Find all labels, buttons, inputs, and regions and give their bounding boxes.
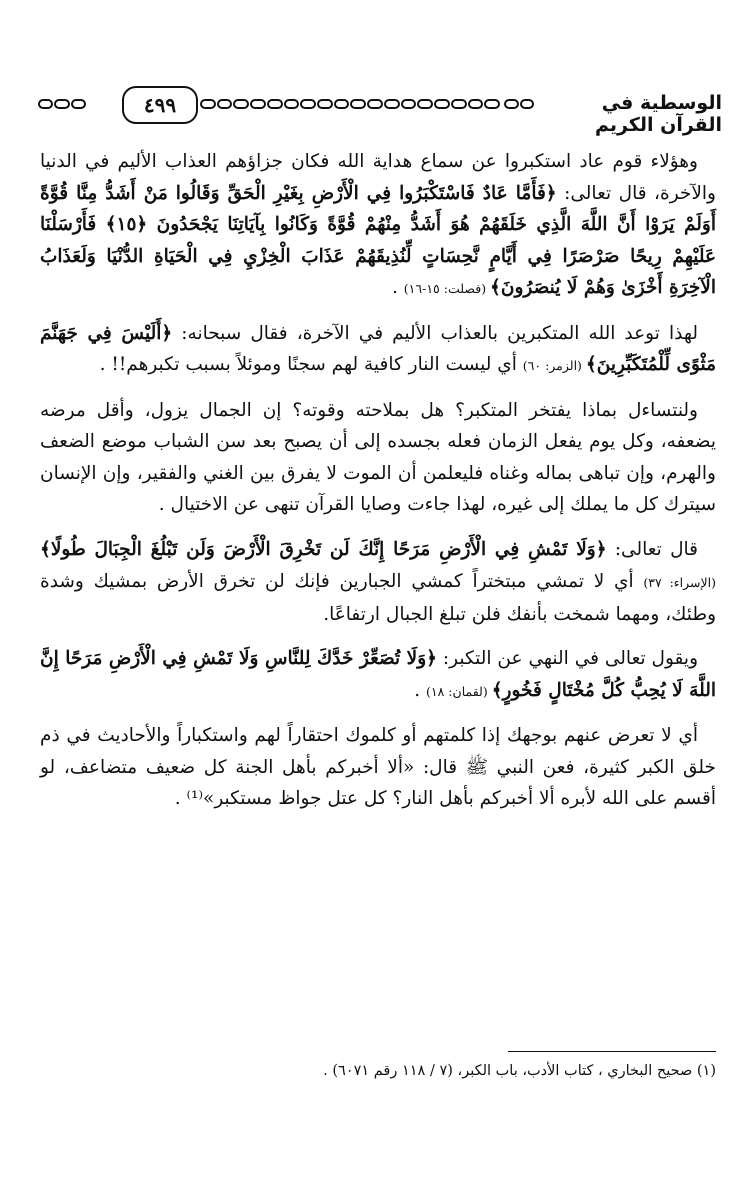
- text: لهذا توعد الله المتكبرين بالعذاب الأليم في الآخرة، فقال سبحانه:: [172, 322, 698, 344]
- paragraph-2: [40, 318, 716, 382]
- ornament-left: [38, 98, 86, 112]
- text: أي لا تعرض عنهم بوجهك إذا كلمتهم أو كلموك احتقاراً لهم واستكباراً والأحاديث في ذم خلق الكبر كثيرة، فعن النبي ﷺ قال: «ألا أخبركم بأهل الجنة كل ضعيف متضاعف، لو أقسم على الله لأبره ألا أخبركم بأهل النار؟ كل عتل جواظ مستكبر»: [40, 725, 716, 809]
- verse-reference: (الإسراء: ٣٧): [643, 575, 716, 590]
- quran-verse: ﴿وَلَا تَمْشِ فِي الْأَرْضِ مَرَحًا إِنَّكَ لَن تَخْرِقَ الْأَرْضَ وَلَن تَبْلُغَ الْجِبَالَ طُولًا﴾: [40, 538, 607, 560]
- text: ولنتساءل بماذا يفتخر المتكبر؟ هل بملاحته وقوته؟ إن الجمال يزول، وأقل مرضه يضعفه، وكل يوم يفعل الزمان فعله بجسده إلى أن يصبح بعد سن الشباب موضع الضعف والهرم، وإن تباهى بماله وغناه فليعلمن أن الموت لا يفرق بين الغني والفقير، وإن الإنسان سيترك كل ما يملك إلى غيره، لهذا جاءت وصايا القرآن تنهى عن الاختيال .: [40, 399, 716, 515]
- text: .: [414, 679, 426, 701]
- paragraph-3: [40, 395, 716, 521]
- main-text: [40, 146, 716, 828]
- footnote-separator: [508, 1051, 716, 1052]
- page-header: [38, 86, 722, 136]
- ornament-right: [504, 98, 534, 112]
- ornament-middle: [200, 98, 500, 112]
- paragraph-4: [40, 534, 716, 631]
- text: ويقول تعالى في النهي عن التكبر:: [437, 648, 698, 669]
- text: .: [392, 277, 404, 298]
- text: أي ليست النار كافية لهم سجنًا وموئلاً بسبب تكبرهم!! .: [99, 354, 523, 375]
- paragraph-5: [40, 643, 716, 707]
- text: قال تعالى:: [606, 538, 698, 560]
- verse-reference: (الزمر: ٦٠): [522, 358, 586, 373]
- quran-verse: ﴿أَلَيْسَ فِي جَهَنَّمَ مَثْوًى لِّلْمُتَكَبِّرِينَ﴾: [40, 322, 716, 375]
- footnote: (١) صحيح البخاري ، كتاب الأدب، باب الكبر، (٧ / ١١٨ رقم ٦٠٧١) .: [323, 1063, 716, 1079]
- paragraph-1: [40, 146, 716, 305]
- quran-verse: ﴿فَأَمَّا عَادٌ فَاسْتَكْبَرُوا فِي الْأَرْضِ بِغَيْرِ الْحَقِّ وَقَالُوا مَنْ أَشَدُّ مِنَّا قُوَّةً أَوَلَمْ يَرَوْا أَنَّ اللَّهَ الَّذِي خَلَقَهُمْ هُوَ أَشَدُّ مِنْهُمْ قُوَّةً وَكَانُوا بِآيَاتِنَا يَجْحَدُونَ ﴿١٥﴾ فَأَرْسَلْنَا عَلَيْهِمْ رِيحًا صَرْصَرًا فِي أَيَّامٍ نَّحِسَاتٍ لِّنُذِيقَهُمْ عَذَابَ الْخِزْيِ فِي الْحَيَاةِ الدُّنْيَا وَلَعَذَابُ الْآخِرَةِ أَخْزَىٰ وَهُمْ لَا يُنصَرُونَ﴾: [40, 182, 716, 298]
- verse-reference: (فصلت: ١٥-١٦): [403, 281, 491, 296]
- text: أي لا تمشي مبتختراً كمشي الجبارين فإنك لن تخرق الأرض بمشيك وشدة وطئك، ومهما شمخت بأنفك فلن تبلغ الجبال ارتفاعًا.: [40, 571, 716, 625]
- quran-verse: ﴿وَلَا تُصَعِّرْ خَدَّكَ لِلنَّاسِ وَلَا تَمْشِ فِي الْأَرْضِ مَرَحًا إِنَّ اللَّهَ لَا يُحِبُّ كُلَّ مُخْتَالٍ فَخُورٍ﴾: [40, 648, 716, 701]
- text: وهؤلاء قوم عاد استكبروا عن سماع هداية الله فكان جزاؤهم العذاب الأليم في الدنيا والآخرة، قال تعالى:: [40, 151, 716, 204]
- page-number: ٤٩٩: [122, 86, 198, 124]
- footnote-marker: ⁽¹⁾ .: [174, 788, 204, 809]
- verse-reference: (لقمان: ١٨): [426, 683, 492, 699]
- paragraph-6: [40, 720, 716, 815]
- running-title: الوسطية في القرآن الكريم: [594, 92, 722, 136]
